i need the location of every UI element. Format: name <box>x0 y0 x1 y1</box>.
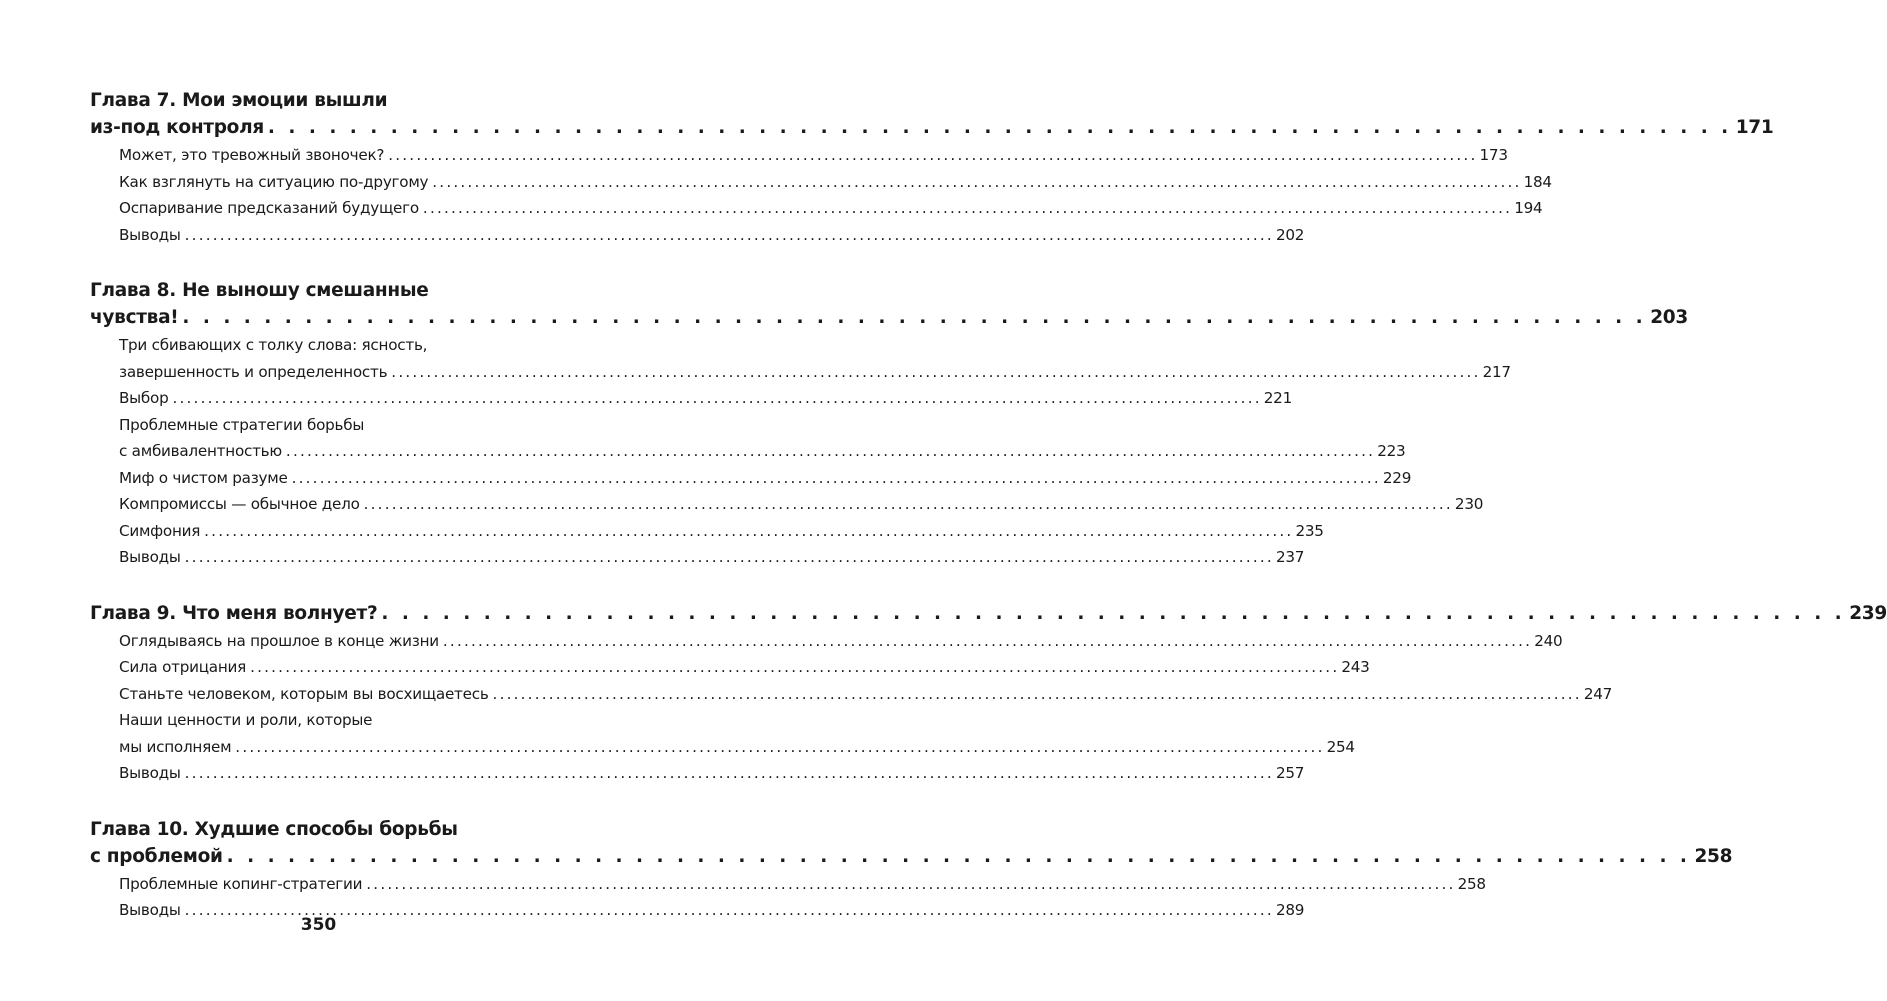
section-page-number: 235 <box>1295 521 1324 540</box>
section-page-number: 230 <box>1454 495 1484 513</box>
section-page-number: 229 <box>1382 468 1412 487</box>
section-page-number: 254 <box>1326 737 1355 756</box>
section-page-number: 173 <box>1479 146 1508 164</box>
section-title-line: Сила отрицания <box>119 658 247 676</box>
toc-chapter <box>90 87 1774 248</box>
dot-leader: ........................................................................................................................................................... <box>184 901 1274 919</box>
dot-leader: ........................................................................................................................................................... <box>363 495 1453 513</box>
dot-leader: ........................................................................................................................................................... <box>250 658 1340 676</box>
chapter-sections <box>119 142 1552 248</box>
toc-section-entry[interactable] <box>119 332 1511 385</box>
section-title-line: мы исполняем <box>119 737 232 756</box>
section-page-number: 223 <box>1377 442 1406 460</box>
section-title-line: Оспаривание предсказаний будущего <box>119 199 419 217</box>
dot-leader: ........................................................................................................................................................... <box>184 225 1274 244</box>
dot-leader: ........................................................................................................................................................... <box>422 199 1513 217</box>
dot-leader: ........................................................................................................................................................... <box>388 146 1478 164</box>
toc-section-entry[interactable] <box>119 518 1324 545</box>
section-page-number: 243 <box>1341 658 1370 676</box>
dot-leader: ........................................................................................................................................................... <box>204 521 1294 540</box>
section-title-line: Выводы <box>119 548 181 566</box>
chapter-title-line: с проблемой <box>90 845 223 867</box>
section-page-number: 217 <box>1482 362 1511 381</box>
table-of-contents <box>90 87 1887 953</box>
toc-section-entry[interactable] <box>119 707 1355 760</box>
section-title-line: Станьте человеком, которым вы восхищаетесь <box>119 684 489 703</box>
toc-section-entry[interactable] <box>119 222 1305 249</box>
chapter-title[interactable] <box>90 277 1688 331</box>
dot-leader: ........................................................................................................................................................... <box>432 172 1522 191</box>
toc-section-entry[interactable] <box>119 871 1486 898</box>
chapter-title-line: Глава 10. Худшие способы борьбы <box>90 818 458 840</box>
toc-section-entry[interactable] <box>119 544 1305 571</box>
section-page-number: 289 <box>1275 901 1305 919</box>
toc-section-entry[interactable] <box>119 412 1406 465</box>
dot-leader: . . . . . . . . . . . . . . . . . . . . . . . . . . . . . . . . . . . . . . . . . . . . . . . . . . . . . . . . . . . . . . . . . . . . . . . . <box>381 602 1846 624</box>
toc-section-entry[interactable] <box>119 169 1552 196</box>
toc-chapter <box>90 816 1733 924</box>
dot-leader: ........................................................................................................................................................... <box>366 874 1456 893</box>
chapter-sections <box>119 628 1613 787</box>
section-title-line: Оглядываясь на прошлое в конце жизни <box>119 631 439 650</box>
dot-leader: ........................................................................................................................................................... <box>492 684 1582 703</box>
page-number: 350 <box>300 915 337 935</box>
section-title-line: Три сбивающих с толку слова: ясность, <box>119 336 428 354</box>
chapter-page-number: 239 <box>1849 602 1887 624</box>
chapter-title[interactable] <box>90 600 1887 627</box>
dot-leader: ........................................................................................................................................................... <box>391 362 1481 381</box>
toc-section-entry[interactable] <box>119 681 1613 708</box>
dot-leader: ........................................................................................................................................................... <box>285 442 1376 460</box>
section-page-number: 202 <box>1275 225 1305 244</box>
toc-section-entry[interactable] <box>119 628 1563 655</box>
section-title-line: Проблемные стратегии борьбы <box>119 415 365 434</box>
section-title-line: завершенность и определенность <box>119 362 388 381</box>
chapter-title[interactable] <box>90 87 1774 141</box>
toc-section-entry[interactable] <box>119 195 1543 222</box>
toc-section-entry[interactable] <box>119 385 1293 412</box>
section-title-line: Миф о чистом разуме <box>119 468 288 487</box>
dot-leader: ........................................................................................................................................................... <box>291 468 1381 487</box>
section-title-line: Наши ценности и роли, которые <box>119 711 373 729</box>
chapter-title-line: Глава 9. Что меня волнует? <box>90 602 378 624</box>
toc-section-entry[interactable] <box>119 491 1484 518</box>
section-title-line: Компромиссы — обычное дело <box>119 495 360 513</box>
chapter-sections <box>119 332 1511 571</box>
toc-chapter <box>90 277 1688 571</box>
section-title-line: Выбор <box>119 389 169 407</box>
section-title-line: Как взглянуть на ситуацию по-другому <box>119 172 429 191</box>
toc-section-entry[interactable] <box>119 760 1305 787</box>
section-title-line: Выводы <box>119 225 181 244</box>
chapter-title[interactable] <box>90 816 1733 870</box>
section-page-number: 221 <box>1263 389 1293 407</box>
toc-chapter <box>90 600 1887 787</box>
dot-leader: ........................................................................................................................................................... <box>442 631 1533 650</box>
section-page-number: 237 <box>1275 548 1305 566</box>
chapter-page-number: 203 <box>1650 307 1688 328</box>
section-page-number: 184 <box>1523 172 1552 191</box>
toc-section-entry[interactable] <box>119 142 1508 169</box>
section-title-line: Симфония <box>119 521 201 540</box>
dot-leader: . . . . . . . . . . . . . . . . . . . . . . . . . . . . . . . . . . . . . . . . . . . . . . . . . . . . . . . . . . . . . . . . . . . . . . . . <box>226 845 1691 867</box>
chapter-title-line: Глава 7. Мои эмоции вышли <box>90 90 388 111</box>
dot-leader: . . . . . . . . . . . . . . . . . . . . . . . . . . . . . . . . . . . . . . . . . . . . . . . . . . . . . . . . . . . . . . . . . . . . . . . . <box>182 307 1647 328</box>
dot-leader: ........................................................................................................................................................... <box>184 764 1274 782</box>
section-title-line: с амбивалентностью <box>119 442 282 460</box>
chapter-page-number: 258 <box>1694 845 1733 867</box>
chapter-page-number: 171 <box>1735 117 1774 138</box>
dot-leader: ........................................................................................................................................................... <box>172 389 1262 407</box>
dot-leader: ........................................................................................................................................................... <box>184 548 1274 566</box>
section-page-number: 258 <box>1457 874 1486 893</box>
dot-leader: ........................................................................................................................................................... <box>235 737 1325 756</box>
toc-section-entry[interactable] <box>119 654 1370 681</box>
dot-leader: . . . . . . . . . . . . . . . . . . . . . . . . . . . . . . . . . . . . . . . . . . . . . . . . . . . . . . . . . . . . . . . . . . . . . . . . <box>267 117 1732 138</box>
section-title-line: Выводы <box>119 901 181 919</box>
toc-section-entry[interactable] <box>119 465 1412 492</box>
chapter-title-line: чувства! <box>90 307 179 328</box>
section-page-number: 257 <box>1275 764 1305 782</box>
chapter-title-line: из-под контроля <box>90 117 264 138</box>
section-page-number: 240 <box>1534 631 1563 650</box>
section-page-number: 247 <box>1583 684 1613 703</box>
section-title-line: Может, это тревожный звоночек? <box>119 146 385 164</box>
section-title-line: Проблемные копинг-стратегии <box>119 874 363 893</box>
chapter-title-line: Глава 8. Не выношу смешанные <box>90 280 429 301</box>
section-page-number: 194 <box>1514 199 1543 217</box>
section-title-line: Выводы <box>119 764 181 782</box>
